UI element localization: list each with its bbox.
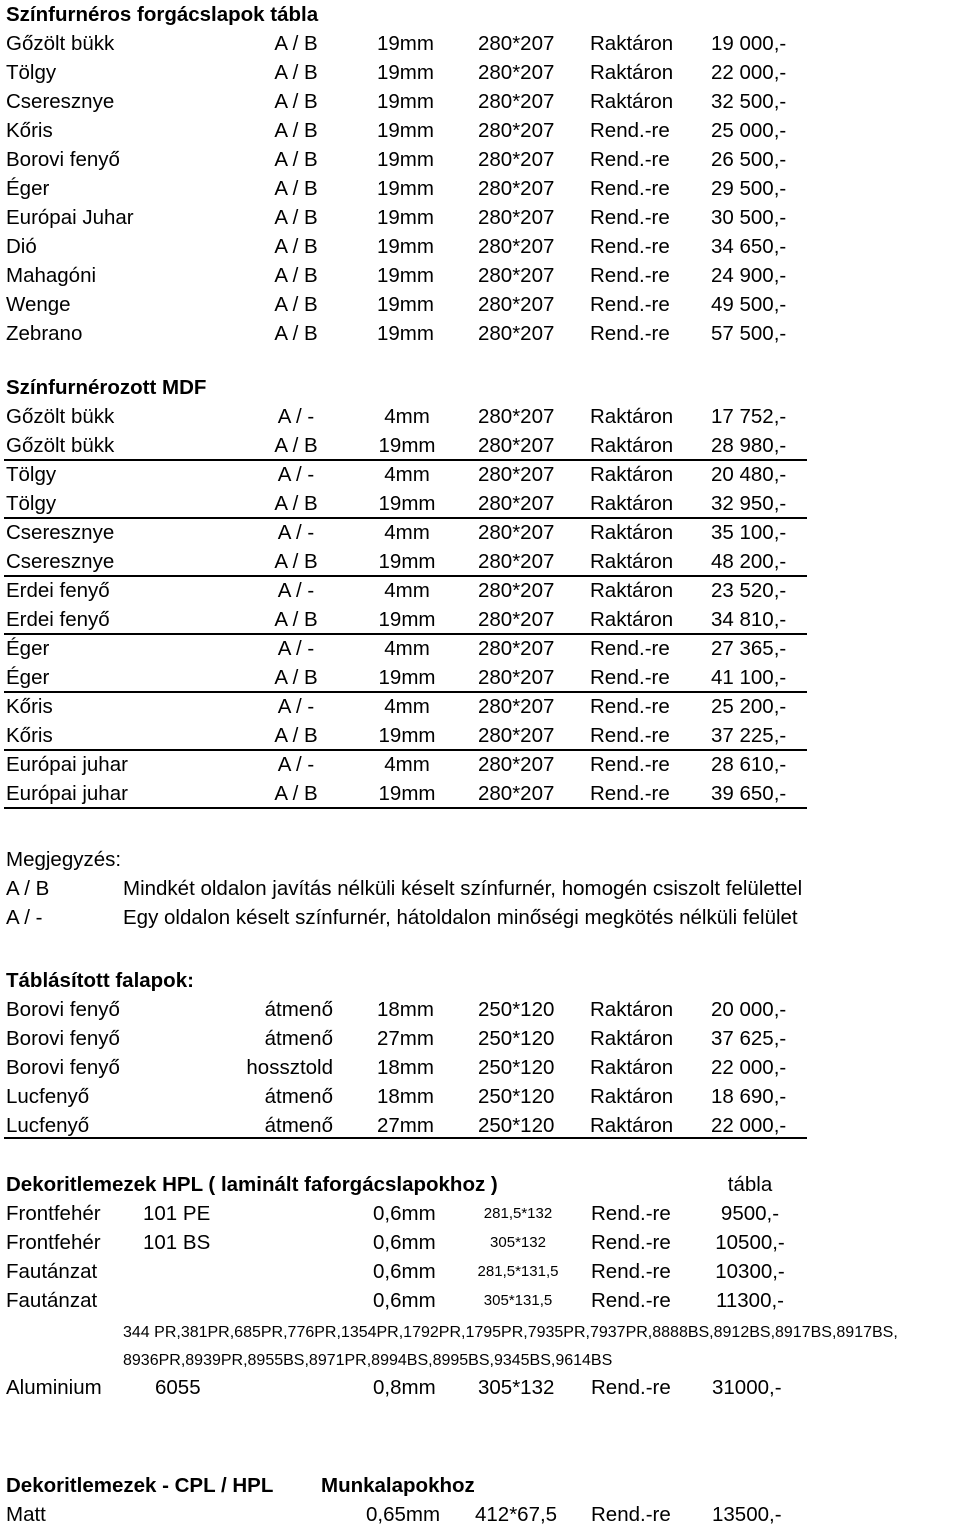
product-name: Frontfehér: [6, 1202, 101, 1225]
product-name: Lucfenyő: [6, 1085, 90, 1108]
thickness: 0,65mm: [366, 1503, 441, 1526]
thickness: 19mm: [377, 264, 434, 287]
price: 10500,-: [715, 1231, 785, 1254]
price: 18 690,-: [711, 1085, 787, 1108]
size: 280*207: [478, 550, 555, 573]
thickness: 19mm: [377, 32, 434, 55]
product-name: Gőzölt bükk: [6, 434, 115, 457]
thickness: 19mm: [377, 148, 434, 171]
product-code: 101 PE: [143, 1202, 211, 1225]
product-name: Fautánzat: [6, 1289, 98, 1312]
grade: A / B: [274, 492, 318, 515]
board-type: átmenő: [264, 998, 333, 1021]
availability: Raktáron: [590, 492, 674, 515]
thickness: 19mm: [377, 61, 434, 84]
price: 20 480,-: [711, 463, 787, 486]
availability: Rend.-re: [590, 724, 670, 747]
table-row: [0, 1053, 960, 1082]
availability: Raktáron: [590, 90, 674, 113]
availability: Raktáron: [590, 608, 674, 631]
thickness: 19mm: [377, 322, 434, 345]
price: 39 650,-: [711, 782, 787, 805]
table-row: [0, 663, 960, 692]
table-row: [0, 489, 960, 518]
product-code: 6055: [155, 1376, 201, 1399]
section-subtitle: Munkalapokhoz: [321, 1474, 475, 1497]
price: 57 500,-: [711, 322, 787, 345]
size: 280*207: [478, 235, 555, 258]
availability: Rend.-re: [590, 782, 670, 805]
table-row: [0, 1257, 960, 1286]
price: 49 500,-: [711, 293, 787, 316]
code-list-line: 344 PR,381PR,685PR,776PR,1354PR,1792PR,1795PR,7935PR,7937PR,8888BS,8912BS,8917BS,8917BS,: [123, 1324, 898, 1341]
availability: Rend.-re: [590, 206, 670, 229]
table-row: [0, 203, 960, 232]
code-list: [0, 1346, 960, 1375]
price: 25 200,-: [711, 695, 787, 718]
grade: A / -: [277, 753, 315, 776]
price: 23 520,-: [711, 579, 787, 602]
price: 27 365,-: [711, 637, 787, 660]
note-text: Mindkét oldalon javítás nélküli késelt színfurnér, homogén csiszolt felülettel: [123, 877, 803, 900]
table-row: [0, 1286, 960, 1315]
table-row: [0, 605, 960, 634]
price: 41 100,-: [711, 666, 787, 689]
grade: A / B: [274, 322, 318, 345]
size: 280*207: [478, 579, 555, 602]
thickness: 19mm: [377, 206, 434, 229]
price: 34 810,-: [711, 608, 787, 631]
size: 280*207: [478, 695, 555, 718]
thickness: 4mm: [384, 695, 430, 718]
table-row: [0, 174, 960, 203]
price: 48 200,-: [711, 550, 787, 573]
size: 280*207: [478, 61, 555, 84]
size: 305*132: [490, 1234, 546, 1251]
size: 280*207: [478, 608, 555, 631]
grade: A / -: [277, 405, 315, 428]
product-name: Éger: [6, 637, 50, 660]
product-name: Mahagóni: [6, 264, 97, 287]
grade: A / B: [274, 264, 318, 287]
size: 250*120: [478, 1114, 555, 1137]
grade: A / B: [274, 206, 318, 229]
product-name: Kőris: [6, 724, 53, 747]
product-name: Zebrano: [6, 322, 83, 345]
product-name: Frontfehér: [6, 1231, 101, 1254]
thickness: 4mm: [384, 463, 430, 486]
size: 280*207: [478, 148, 555, 171]
product-name: Éger: [6, 177, 50, 200]
grade: A / B: [274, 608, 318, 631]
availability: Raktáron: [590, 1027, 674, 1050]
table-row: [0, 402, 960, 431]
row-divider: [4, 1137, 807, 1139]
grade: A / B: [274, 782, 318, 805]
size: 280*207: [478, 293, 555, 316]
board-type: átmenő: [264, 1085, 333, 1108]
availability: Rend.-re: [591, 1289, 671, 1312]
availability: Raktáron: [590, 1085, 674, 1108]
product-name: Kőris: [6, 119, 53, 142]
size: 305*132: [478, 1376, 555, 1399]
section-title: [0, 1170, 960, 1199]
table-row: [0, 29, 960, 58]
table-row: [0, 576, 960, 605]
table-row: [0, 750, 960, 779]
note-row: [0, 874, 960, 903]
table-row: [0, 547, 960, 576]
table-row: [0, 1373, 960, 1402]
grade: A / B: [274, 293, 318, 316]
thickness: 18mm: [377, 998, 434, 1021]
product-name: Fautánzat: [6, 1260, 98, 1283]
thickness: 19mm: [378, 782, 436, 805]
availability: Rend.-re: [590, 753, 670, 776]
thickness: 19mm: [377, 293, 434, 316]
price: 9500,-: [720, 1202, 780, 1225]
thickness: 18mm: [377, 1056, 434, 1079]
price: 32 950,-: [711, 492, 787, 515]
product-name: Erdei fenyő: [6, 608, 110, 631]
table-row: [0, 518, 960, 547]
table-row: [0, 232, 960, 261]
thickness: 4mm: [384, 521, 430, 544]
availability: Rend.-re: [590, 119, 670, 142]
table-row: [0, 261, 960, 290]
product-name: Dió: [6, 235, 37, 258]
size: 250*120: [478, 1056, 555, 1079]
section-title: [0, 0, 960, 29]
grade: A / -: [277, 463, 315, 486]
price: 26 500,-: [711, 148, 787, 171]
thickness: 19mm: [378, 724, 436, 747]
thickness: 19mm: [378, 608, 436, 631]
availability: Rend.-re: [590, 637, 670, 660]
size: 280*207: [478, 463, 555, 486]
table-row: [0, 692, 960, 721]
price: 19 000,-: [711, 32, 787, 55]
notes-title: [0, 845, 960, 874]
size: 280*207: [478, 666, 555, 689]
code-list-line: 8936PR,8939PR,8955BS,8971PR,8994BS,8995BS,9345BS,9614BS: [123, 1352, 613, 1369]
grade: A / B: [274, 119, 318, 142]
price: 31000,-: [712, 1376, 782, 1399]
availability: Rend.-re: [590, 322, 670, 345]
availability: Rend.-re: [591, 1202, 671, 1225]
thickness: 0,6mm: [373, 1202, 436, 1225]
availability: Rend.-re: [590, 148, 670, 171]
table-row: [0, 779, 960, 808]
product-name: Tölgy: [6, 61, 57, 84]
size: 305*131,5: [483, 1292, 553, 1309]
section-title: [0, 373, 960, 402]
section-title-text: Színfurnérozott MDF: [6, 376, 207, 399]
section-title: [0, 966, 960, 995]
thickness: 19mm: [377, 119, 434, 142]
price: 20 000,-: [711, 998, 787, 1021]
grade: A / -: [277, 637, 315, 660]
table-row: [0, 1228, 960, 1257]
section-title-text: Dekoritlemezek HPL ( laminált faforgácslapokhoz ): [6, 1173, 498, 1196]
availability: Raktáron: [590, 1056, 674, 1079]
table-row: [0, 460, 960, 489]
price: 10300,-: [715, 1260, 785, 1283]
table-row: [0, 431, 960, 460]
table-row: [0, 1082, 960, 1111]
price: 32 500,-: [711, 90, 787, 113]
size: 280*207: [478, 32, 555, 55]
table-row: [0, 58, 960, 87]
table-row: [0, 721, 960, 750]
grade: A / B: [274, 177, 318, 200]
unit-label: tábla: [727, 1173, 773, 1196]
thickness: 19mm: [378, 666, 436, 689]
thickness: 19mm: [378, 434, 436, 457]
section-title-text: Dekoritlemezek - CPL / HPL: [6, 1474, 274, 1497]
price: 22 000,-: [711, 1056, 787, 1079]
grade: A / B: [274, 550, 318, 573]
size: 280*207: [478, 322, 555, 345]
availability: Rend.-re: [590, 666, 670, 689]
price: 37 225,-: [711, 724, 787, 747]
availability: Rend.-re: [591, 1376, 671, 1399]
price: 34 650,-: [711, 235, 787, 258]
section-title-text: Színfurnéros forgácslapok tábla: [6, 3, 319, 26]
price: 13500,-: [712, 1503, 782, 1526]
size: 280*207: [478, 177, 555, 200]
availability: Rend.-re: [590, 177, 670, 200]
thickness: 19mm: [378, 492, 436, 515]
price: 17 752,-: [711, 405, 787, 428]
product-name: Borovi fenyő: [6, 998, 120, 1021]
table-row: [0, 87, 960, 116]
price: 25 000,-: [711, 119, 787, 142]
table-row: [0, 1500, 960, 1529]
availability: Raktáron: [590, 463, 674, 486]
grade: A / B: [274, 434, 318, 457]
thickness: 0,6mm: [373, 1231, 436, 1254]
size: 280*207: [478, 405, 555, 428]
grade: A / B: [274, 666, 318, 689]
table-row: [0, 1199, 960, 1228]
product-name: Európai Juhar: [6, 206, 134, 229]
size: 412*67,5: [475, 1503, 558, 1526]
thickness: 19mm: [377, 177, 434, 200]
table-row: [0, 995, 960, 1024]
availability: Raktáron: [590, 1114, 674, 1137]
product-name: Európai juhar: [6, 782, 128, 805]
availability: Raktáron: [590, 521, 674, 544]
size: 280*207: [478, 492, 555, 515]
grade: A / B: [274, 32, 318, 55]
notes-title-text: Megjegyzés:: [6, 848, 122, 871]
thickness: 27mm: [377, 1114, 434, 1137]
availability: Rend.-re: [590, 695, 670, 718]
product-name: Gőzölt bükk: [6, 405, 115, 428]
section-title: [0, 1471, 960, 1500]
thickness: 19mm: [377, 90, 434, 113]
product-name: Borovi fenyő: [6, 148, 120, 171]
product-name: Cseresznye: [6, 90, 115, 113]
product-name: Aluminium: [6, 1376, 102, 1399]
product-name: Tölgy: [6, 492, 57, 515]
product-name: Borovi fenyő: [6, 1056, 120, 1079]
availability: Rend.-re: [591, 1503, 671, 1526]
code-list: [0, 1318, 960, 1347]
note-text: Egy oldalon késelt színfurnér, hátoldalon minőségi megkötés nélküli felület: [123, 906, 798, 929]
thickness: 4mm: [384, 579, 430, 602]
availability: Raktáron: [590, 998, 674, 1021]
note-row: [0, 903, 960, 932]
product-name: Kőris: [6, 695, 53, 718]
product-name: Éger: [6, 666, 50, 689]
board-type: átmenő: [264, 1114, 333, 1137]
grade: A / B: [274, 61, 318, 84]
product-code: 101 BS: [143, 1231, 211, 1254]
size: 280*207: [478, 521, 555, 544]
price: 22 000,-: [711, 61, 787, 84]
table-row: [0, 116, 960, 145]
availability: Rend.-re: [590, 235, 670, 258]
price: 24 900,-: [711, 264, 787, 287]
product-name: Lucfenyő: [6, 1114, 90, 1137]
size: 280*207: [478, 206, 555, 229]
grade: A / -: [277, 695, 315, 718]
product-name: Cseresznye: [6, 521, 115, 544]
product-name: Matt: [6, 1503, 46, 1526]
grade: A / B: [274, 235, 318, 258]
table-row: [0, 290, 960, 319]
size: 281,5*131,5: [477, 1263, 559, 1280]
table-row: [0, 634, 960, 663]
size: 250*120: [478, 1027, 555, 1050]
table-row: [0, 319, 960, 348]
grade: A / -: [277, 579, 315, 602]
size: 280*207: [478, 264, 555, 287]
availability: Rend.-re: [591, 1260, 671, 1283]
thickness: 4mm: [384, 405, 430, 428]
table-row: [0, 1024, 960, 1053]
size: 280*207: [478, 119, 555, 142]
availability: Rend.-re: [590, 293, 670, 316]
thickness: 0,8mm: [373, 1376, 436, 1399]
price: 29 500,-: [711, 177, 787, 200]
product-name: Cseresznye: [6, 550, 115, 573]
grade: A / B: [274, 90, 318, 113]
grade: A / B: [274, 148, 318, 171]
thickness: 0,6mm: [373, 1260, 436, 1283]
availability: Raktáron: [590, 434, 674, 457]
thickness: 18mm: [377, 1085, 434, 1108]
thickness: 19mm: [377, 235, 434, 258]
thickness: 19mm: [378, 550, 436, 573]
size: 250*120: [478, 998, 555, 1021]
thickness: 4mm: [384, 753, 430, 776]
price: 35 100,-: [711, 521, 787, 544]
thickness: 27mm: [377, 1027, 434, 1050]
availability: Rend.-re: [591, 1231, 671, 1254]
availability: Raktáron: [590, 32, 674, 55]
size: 280*207: [478, 637, 555, 660]
price: 28 610,-: [711, 753, 787, 776]
note-key: A / -: [6, 906, 43, 929]
availability: Raktáron: [590, 61, 674, 84]
availability: Raktáron: [590, 579, 674, 602]
product-name: Borovi fenyő: [6, 1027, 120, 1050]
size: 280*207: [478, 782, 555, 805]
product-name: Gőzölt bükk: [6, 32, 115, 55]
section-title-text: Táblásított falapok:: [6, 969, 194, 992]
board-type: hossztold: [246, 1056, 333, 1079]
availability: Raktáron: [590, 550, 674, 573]
price: 37 625,-: [711, 1027, 787, 1050]
grade: A / -: [277, 521, 315, 544]
board-type: átmenő: [264, 1027, 333, 1050]
product-name: Erdei fenyő: [6, 579, 110, 602]
size: 280*207: [478, 90, 555, 113]
table-row: [0, 145, 960, 174]
row-divider: [4, 807, 807, 809]
availability: Rend.-re: [590, 264, 670, 287]
price: 30 500,-: [711, 206, 787, 229]
price: 28 980,-: [711, 434, 787, 457]
product-name: Tölgy: [6, 463, 57, 486]
thickness: 0,6mm: [373, 1289, 436, 1312]
thickness: 4mm: [384, 637, 430, 660]
size: 281,5*132: [483, 1205, 553, 1222]
price: 11300,-: [715, 1289, 785, 1312]
grade: A / B: [274, 724, 318, 747]
product-name: Európai juhar: [6, 753, 128, 776]
product-name: Wenge: [6, 293, 71, 316]
price: 22 000,-: [711, 1114, 787, 1137]
note-key: A / B: [6, 877, 50, 900]
table-row: [0, 1111, 960, 1140]
size: 280*207: [478, 434, 555, 457]
size: 280*207: [478, 753, 555, 776]
size: 280*207: [478, 724, 555, 747]
availability: Raktáron: [590, 405, 674, 428]
size: 250*120: [478, 1085, 555, 1108]
